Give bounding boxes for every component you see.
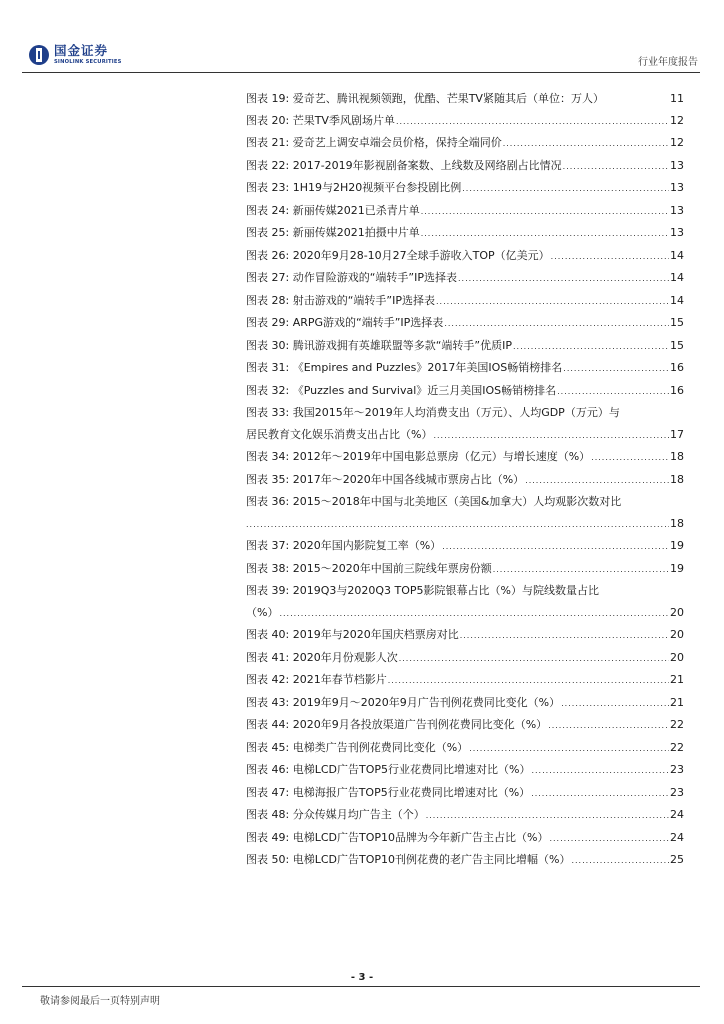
entry-title: 2019年9月～2020年9月广告刊例花费同比变化（%） xyxy=(292,695,561,709)
entry-page: 16 xyxy=(670,383,684,397)
figure-list xyxy=(246,88,684,872)
entry-title: 芒果TV季风剧场片单 xyxy=(292,113,395,127)
entry-title: 新丽传媒2021拍摄中片单 xyxy=(292,226,420,239)
entry-title: 爱奇艺、腾讯视频领跑，优酷、芒果TV紧随其后（单位：万人） xyxy=(292,92,604,105)
entry-title: 《Empires and Puzzles》2017年美国IOS畅销榜排名 xyxy=(292,361,563,374)
entry-label: 图表 33: xyxy=(246,406,290,419)
entry-page: 13 xyxy=(670,203,684,217)
dot-leader xyxy=(561,693,669,715)
entry-label: 图表 28: xyxy=(246,293,290,307)
toc-entry[interactable] xyxy=(246,759,684,782)
entry-page: 18 xyxy=(670,516,684,530)
dot-leader xyxy=(246,514,669,536)
entry-title: 我国2015年～2019年人均消费支出（万元）、人均GDP（万元）与 xyxy=(292,406,620,419)
entry-label: 图表 41: xyxy=(246,650,290,664)
entry-label: 图表 34: xyxy=(246,450,290,463)
entry-label: 图表 19: xyxy=(246,92,290,105)
toc-entry[interactable] xyxy=(246,558,684,581)
toc-entry[interactable] xyxy=(246,491,684,535)
toc-entry[interactable] xyxy=(246,312,684,335)
entry-page: 18 xyxy=(670,472,684,486)
dot-leader xyxy=(557,381,669,403)
entry-title: 电梯LCD广告TOP10品牌为今年新广告主占比（%） xyxy=(292,830,549,844)
toc-entry[interactable] xyxy=(246,624,684,647)
header-divider xyxy=(22,72,700,73)
dot-leader xyxy=(563,156,669,178)
entry-label: 图表 26: xyxy=(246,248,290,262)
toc-entry[interactable] xyxy=(246,647,684,670)
dot-leader xyxy=(551,246,669,268)
entry-label: 图表 43: xyxy=(246,695,290,709)
entry-title-continued: 居民教育文化娱乐消费支出占比（%） xyxy=(246,427,433,441)
dot-leader xyxy=(396,111,669,133)
dot-leader xyxy=(503,133,669,155)
entry-label: 图表 42: xyxy=(246,673,290,686)
entry-title: 2015～2018年中国与北美地区（美国&加拿大）人均观影次数对比 xyxy=(292,495,622,508)
entry-label: 图表 32: xyxy=(246,383,290,397)
entry-label: 图表 21: xyxy=(246,136,290,149)
company-logo xyxy=(28,40,122,70)
entry-label: 图表 29: xyxy=(246,316,290,329)
entry-page: 22 xyxy=(670,718,684,731)
toc-entry[interactable] xyxy=(246,580,684,624)
entry-title: 分众传媒月均广告主（个） xyxy=(292,808,425,821)
toc-entry[interactable] xyxy=(246,335,684,358)
entry-page: 15 xyxy=(670,338,684,352)
toc-entry[interactable] xyxy=(246,714,684,737)
dot-leader xyxy=(426,805,669,827)
dot-leader xyxy=(548,715,669,737)
entry-title: 1H19与2H20视频平台参投剧比例 xyxy=(292,181,462,194)
entry-label: 图表 44: xyxy=(246,718,290,731)
entry-label: 图表 37: xyxy=(246,539,290,552)
entry-page: 13 xyxy=(670,181,684,194)
dot-leader xyxy=(421,223,669,245)
dot-leader xyxy=(462,178,669,200)
entry-label: 图表 22: xyxy=(246,158,290,172)
entry-page: 20 xyxy=(670,605,684,619)
entry-title: 2019Q3与2020Q3 TOP5影院银幕占比（%）与院线数量占比 xyxy=(292,584,599,597)
dot-leader xyxy=(493,559,669,581)
dot-leader xyxy=(388,670,669,692)
entry-title: 电梯LCD广告TOP5行业花费同比增速对比（%） xyxy=(292,763,531,776)
entry-page: 17 xyxy=(670,427,684,441)
toc-entry[interactable] xyxy=(246,782,684,805)
entry-title: 腾讯游戏拥有英雄联盟等多款“端转手”优质IP xyxy=(292,338,512,352)
entry-label: 图表 23: xyxy=(246,181,290,194)
toc-entry[interactable] xyxy=(246,469,684,492)
report-type: 行业年度报告 xyxy=(638,57,698,68)
entry-page: 23 xyxy=(670,785,684,799)
dot-leader xyxy=(563,358,669,380)
toc-entry[interactable] xyxy=(246,669,684,692)
logo-chinese-name: 国金证券 xyxy=(54,43,109,59)
entry-title: 2020年月份观影人次 xyxy=(292,650,398,664)
entry-page: 18 xyxy=(670,450,684,463)
footer-disclaimer: 敬请参阅最后一页特别声明 xyxy=(40,996,160,1007)
entry-title: 2020年9月28-10月27全球手游收入TOP（亿美元） xyxy=(292,248,550,262)
entry-title: 2017-2019年影视剧备案数、上线数及网络剧占比情况 xyxy=(292,158,562,172)
toc-entry[interactable] xyxy=(246,177,684,200)
toc-entry[interactable] xyxy=(246,290,684,313)
entry-label: 图表 38: xyxy=(246,561,290,575)
entry-label: 图表 47: xyxy=(246,785,290,799)
dot-leader xyxy=(436,291,669,313)
entry-page: 21 xyxy=(670,673,684,686)
entry-page: 24 xyxy=(670,808,684,821)
entry-title: 2012年～2019年中国电影总票房（亿元）与增长速度（%） xyxy=(292,450,591,463)
entry-page: 21 xyxy=(670,695,684,709)
entry-title: 新丽传媒2021已杀青片单 xyxy=(292,203,420,217)
entry-page: 19 xyxy=(670,539,684,552)
entry-label: 图表 48: xyxy=(246,808,290,821)
entry-title: 爱奇艺上调安卓端会员价格，保持全端同价 xyxy=(292,136,502,149)
dot-leader xyxy=(279,603,669,625)
dot-leader xyxy=(591,447,669,469)
logo-english-name: SINOLINK SECURITIES xyxy=(54,58,122,65)
entry-title: 动作冒险游戏的“端转手”IP选择表 xyxy=(292,271,457,284)
page-number: - 3 - xyxy=(350,972,374,983)
entry-page: 20 xyxy=(670,650,684,664)
toc-entry[interactable] xyxy=(246,245,684,268)
toc-entry[interactable] xyxy=(246,200,684,223)
entry-title: 电梯类广告刊例花费同比变化（%） xyxy=(292,740,469,754)
entry-page: 25 xyxy=(670,853,684,866)
dot-leader xyxy=(433,425,669,447)
dot-leader xyxy=(458,268,669,290)
dot-leader xyxy=(442,536,669,558)
entry-page: 11 xyxy=(670,92,684,105)
entry-title: 2020年9月各投放渠道广告刊例花费同比变化（%） xyxy=(292,718,548,731)
entry-page: 14 xyxy=(670,271,684,284)
dot-leader xyxy=(421,201,669,223)
entry-label: 图表 39: xyxy=(246,584,290,597)
toc-entry[interactable] xyxy=(246,380,684,403)
entry-title: 2017年～2020年中国各线城市票房占比（%） xyxy=(292,472,525,486)
entry-label: 图表 49: xyxy=(246,830,290,844)
dot-leader xyxy=(460,625,669,647)
entry-page: 24 xyxy=(670,830,684,844)
dot-leader xyxy=(549,828,669,850)
dot-leader xyxy=(531,760,669,782)
entry-page: 23 xyxy=(670,763,684,776)
toc-entry[interactable] xyxy=(246,267,684,290)
entry-page: 22 xyxy=(670,740,684,754)
dot-leader xyxy=(469,738,669,760)
entry-title: 2019年与2020年国庆档票房对比 xyxy=(292,628,459,641)
entry-title: 2020年国内影院复工率（%） xyxy=(292,539,442,552)
entry-label: 图表 30: xyxy=(246,338,290,352)
entry-label: 图表 24: xyxy=(246,203,290,217)
entry-page: 14 xyxy=(670,293,684,307)
dot-leader xyxy=(513,336,669,358)
entry-page: 15 xyxy=(670,316,684,329)
toc-entry[interactable] xyxy=(246,222,684,245)
toc-entry[interactable] xyxy=(246,849,684,872)
toc-entry[interactable] xyxy=(246,692,684,715)
toc-entry[interactable] xyxy=(246,132,684,155)
toc-entry[interactable] xyxy=(246,155,684,178)
toc-entry[interactable] xyxy=(246,110,684,133)
entry-label: 图表 31: xyxy=(246,361,290,374)
sinolink-logo-icon xyxy=(28,43,50,67)
toc-entry[interactable] xyxy=(246,357,684,380)
dot-leader xyxy=(571,850,669,872)
footer-divider xyxy=(22,986,700,987)
entry-title: 《Puzzles and Survival》近三月美国IOS畅销榜排名 xyxy=(292,383,557,397)
dot-leader xyxy=(531,783,669,805)
toc-entry[interactable] xyxy=(246,827,684,850)
entry-title: 电梯海报广告TOP5行业花费同比增速对比（%） xyxy=(292,785,531,799)
entry-page: 12 xyxy=(670,136,684,149)
toc-entry[interactable] xyxy=(246,446,684,469)
entry-label: 图表 36: xyxy=(246,495,290,508)
dot-leader xyxy=(444,313,669,335)
entry-label: 图表 40: xyxy=(246,628,290,641)
entry-title: 电梯LCD广告TOP10刊例花费的老广告主同比增幅（%） xyxy=(292,853,571,866)
toc-entry[interactable] xyxy=(246,402,684,446)
entry-label: 图表 20: xyxy=(246,113,290,127)
entry-title: ARPG游戏的“端转手”IP选择表 xyxy=(292,316,444,329)
dot-leader xyxy=(525,470,669,492)
entry-title: 射击游戏的“端转手”IP选择表 xyxy=(292,293,435,307)
entry-title-continued: （%） xyxy=(246,605,279,619)
entry-page: 13 xyxy=(670,226,684,239)
entry-label: 图表 25: xyxy=(246,226,290,239)
dot-leader xyxy=(399,648,669,670)
page-header xyxy=(22,38,698,72)
entry-label: 图表 46: xyxy=(246,763,290,776)
entry-label: 图表 50: xyxy=(246,853,290,866)
toc-entry[interactable] xyxy=(246,88,684,110)
entry-title: 2015～2020年中国前三院线年票房份额 xyxy=(292,561,492,575)
toc-entry[interactable] xyxy=(246,737,684,760)
toc-entry[interactable] xyxy=(246,535,684,558)
entry-page: 19 xyxy=(670,561,684,575)
entry-label: 图表 27: xyxy=(246,271,290,284)
entry-page: 20 xyxy=(670,628,684,641)
entry-page: 16 xyxy=(670,361,684,374)
entry-label: 图表 45: xyxy=(246,740,290,754)
entry-label: 图表 35: xyxy=(246,472,290,486)
toc-entry[interactable] xyxy=(246,804,684,827)
entry-page: 12 xyxy=(670,113,684,127)
entry-page: 13 xyxy=(670,158,684,172)
entry-page: 14 xyxy=(670,248,684,262)
entry-title: 2021年春节档影片 xyxy=(292,673,387,686)
